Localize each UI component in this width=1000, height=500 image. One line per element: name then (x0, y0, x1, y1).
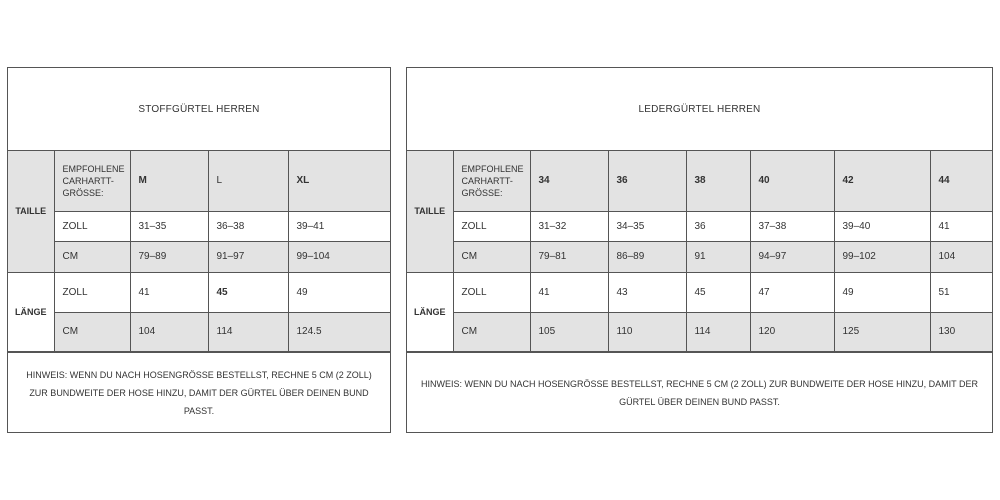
table-cell: 99–102 (834, 241, 930, 272)
hinweis-note: HINWEIS: WENN DU NACH HOSENGRÖSSE BESTELLST, RECHNE 5 CM (2 ZOLL) ZUR BUNDWEITE DER HOSE HINZU, DAMIT DER GÜRTEL ÜBER DEINEN BUND PASST. (8, 352, 390, 434)
taille-label: TAILLE (8, 151, 54, 272)
table-cell: 104 (130, 312, 208, 351)
lederguertel-panel (406, 67, 993, 433)
table-cell: 39–41 (288, 211, 390, 241)
table-row (407, 272, 992, 312)
size-header-label: EMPFOHLENE CARHARTT-GRÖSSE: (453, 151, 530, 211)
size-header: 36 (608, 151, 686, 211)
table-cell: 47 (750, 272, 834, 312)
table-row (8, 312, 390, 351)
table-cell: 45 (208, 272, 288, 312)
table-cell: 99–104 (288, 241, 390, 272)
unit-label: CM (54, 241, 130, 272)
table-cell: 45 (686, 272, 750, 312)
unit-label: ZOLL (453, 211, 530, 241)
size-header: XL (288, 151, 390, 211)
table-cell: 114 (686, 312, 750, 351)
unit-label: ZOLL (54, 272, 130, 312)
table-cell: 37–38 (750, 211, 834, 241)
table-cell: 49 (288, 272, 390, 312)
table-row (8, 241, 390, 272)
laenge-label: LÄNGE (407, 272, 453, 351)
panel-title: STOFFGÜRTEL HERREN (8, 68, 390, 151)
table-cell: 36–38 (208, 211, 288, 241)
unit-label: CM (54, 312, 130, 351)
table-cell: 130 (930, 312, 992, 351)
table-cell: 34–35 (608, 211, 686, 241)
table-cell: 91–97 (208, 241, 288, 272)
table-cell: 31–35 (130, 211, 208, 241)
table-row (407, 312, 992, 351)
table-cell: 120 (750, 312, 834, 351)
table-cell: 125 (834, 312, 930, 351)
unit-label: ZOLL (453, 272, 530, 312)
table-cell: 41 (530, 272, 608, 312)
table-cell: 104 (930, 241, 992, 272)
size-table (8, 151, 390, 352)
size-header-label: EMPFOHLENE CARHARTT-GRÖSSE: (54, 151, 130, 211)
table-cell: 41 (930, 211, 992, 241)
table-cell: 94–97 (750, 241, 834, 272)
table-cell: 79–89 (130, 241, 208, 272)
panel-title: LEDERGÜRTEL HERREN (407, 68, 992, 151)
table-cell: 31–32 (530, 211, 608, 241)
table-row (407, 151, 992, 211)
unit-label: CM (453, 241, 530, 272)
table-row (407, 241, 992, 272)
size-header: 40 (750, 151, 834, 211)
size-header: 44 (930, 151, 992, 211)
table-row (8, 211, 390, 241)
laenge-label: LÄNGE (8, 272, 54, 351)
table-row (8, 151, 390, 211)
size-header: L (208, 151, 288, 211)
table-cell: 36 (686, 211, 750, 241)
taille-label: TAILLE (407, 151, 453, 272)
table-row (407, 211, 992, 241)
size-header: 42 (834, 151, 930, 211)
stoffguertel-panel (7, 67, 391, 433)
size-header: 34 (530, 151, 608, 211)
hinweis-note: HINWEIS: WENN DU NACH HOSENGRÖSSE BESTELLST, RECHNE 5 CM (2 ZOLL) ZUR BUNDWEITE DER HOSE HINZU, DAMIT DER GÜRTEL ÜBER DEINEN BUND PASST. (407, 352, 992, 434)
table-cell: 39–40 (834, 211, 930, 241)
table-cell: 91 (686, 241, 750, 272)
table-cell: 114 (208, 312, 288, 351)
table-cell: 124.5 (288, 312, 390, 351)
table-cell: 86–89 (608, 241, 686, 272)
table-cell: 110 (608, 312, 686, 351)
table-cell: 49 (834, 272, 930, 312)
table-row (8, 272, 390, 312)
size-header: 38 (686, 151, 750, 211)
table-cell: 43 (608, 272, 686, 312)
unit-label: ZOLL (54, 211, 130, 241)
table-cell: 41 (130, 272, 208, 312)
table-cell: 105 (530, 312, 608, 351)
unit-label: CM (453, 312, 530, 351)
size-table (407, 151, 992, 352)
table-cell: 51 (930, 272, 992, 312)
size-header: M (130, 151, 208, 211)
table-cell: 79–81 (530, 241, 608, 272)
